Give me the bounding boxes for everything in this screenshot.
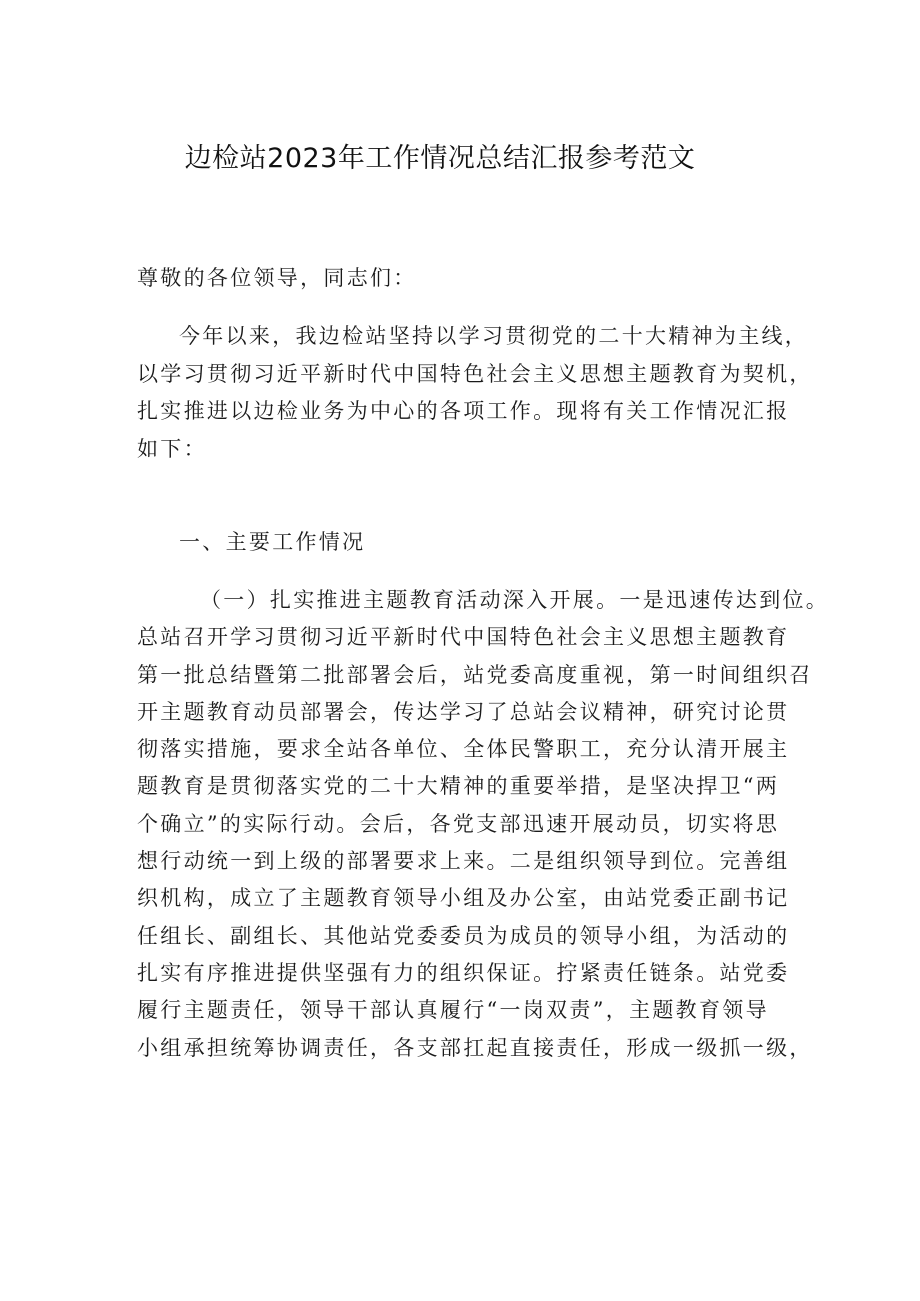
document-title: 边检站2023年工作情况总结汇报参考范文 xyxy=(184,143,696,174)
salutation-line: 尊敬的各位领导，同志们： xyxy=(137,266,417,290)
paragraph-line: 小组承担统筹协调责任，各支部扛起直接责任，形成一级抓一级， xyxy=(137,1035,813,1060)
paragraph-line: 题教育是贯彻落实党的二十大精神的重要举措，是坚决捍卫“两 xyxy=(137,774,780,799)
paragraph-line: 扎实有序推进提供坚强有力的组织保证。拧紧责任链条。站党委 xyxy=(137,960,790,985)
paragraph-line: 第一批总结暨第二批部署会后，站党委高度重视，第一时间组织召 xyxy=(137,662,813,687)
intro-paragraph xyxy=(137,318,813,468)
paragraph-line: 总站召开学习贯彻习近平新时代中国特色社会主义思想主题教育 xyxy=(137,625,790,650)
section-heading xyxy=(137,524,797,561)
paragraph-line: 织机构，成立了主题教育领导小组及办公室，由站党委正副书记 xyxy=(137,886,790,911)
heading-line: 一、主要工作情况 xyxy=(179,530,366,554)
paragraph-line: 彻落实措施，要求全站各单位、全体民警职工，充分认清开展主 xyxy=(137,737,790,762)
paragraph-line: 履行主题责任，领导干部认真履行“一岗双责”，主题教育领导 xyxy=(137,998,769,1023)
paragraph-line: 扎实推进以边检业务为中心的各项工作。现将有关工作情况汇报 xyxy=(137,399,790,423)
paragraph-line: （一）扎实推进主题教育活动深入开展。一是迅速传达到位。 xyxy=(200,588,830,612)
paragraph-line: 开主题教育动员部署会，传达学习了总站会议精神，研究讨论贯 xyxy=(137,699,790,724)
paragraph-line: 个确立”的实际行动。会后，各党支部迅速开展动员，切实将思 xyxy=(137,811,780,836)
salutation-paragraph xyxy=(137,260,797,297)
paragraph-line: 如下： xyxy=(137,436,207,461)
paragraph-line: 想行动统一到上级的部署要求上来。二是组织领导到位。完善组 xyxy=(137,849,790,874)
paragraph-line: 任组长、副组长、其他站党委委员为成员的领导小组，为活动的 xyxy=(137,923,790,948)
paragraph-line: 以学习贯彻习近平新时代中国特色社会主义思想主题教育为契机， xyxy=(137,361,813,386)
paragraph-line: 今年以来，我边检站坚持以学习贯彻党的二十大精神为主线， xyxy=(179,324,809,348)
section-1-paragraph xyxy=(137,582,830,1067)
